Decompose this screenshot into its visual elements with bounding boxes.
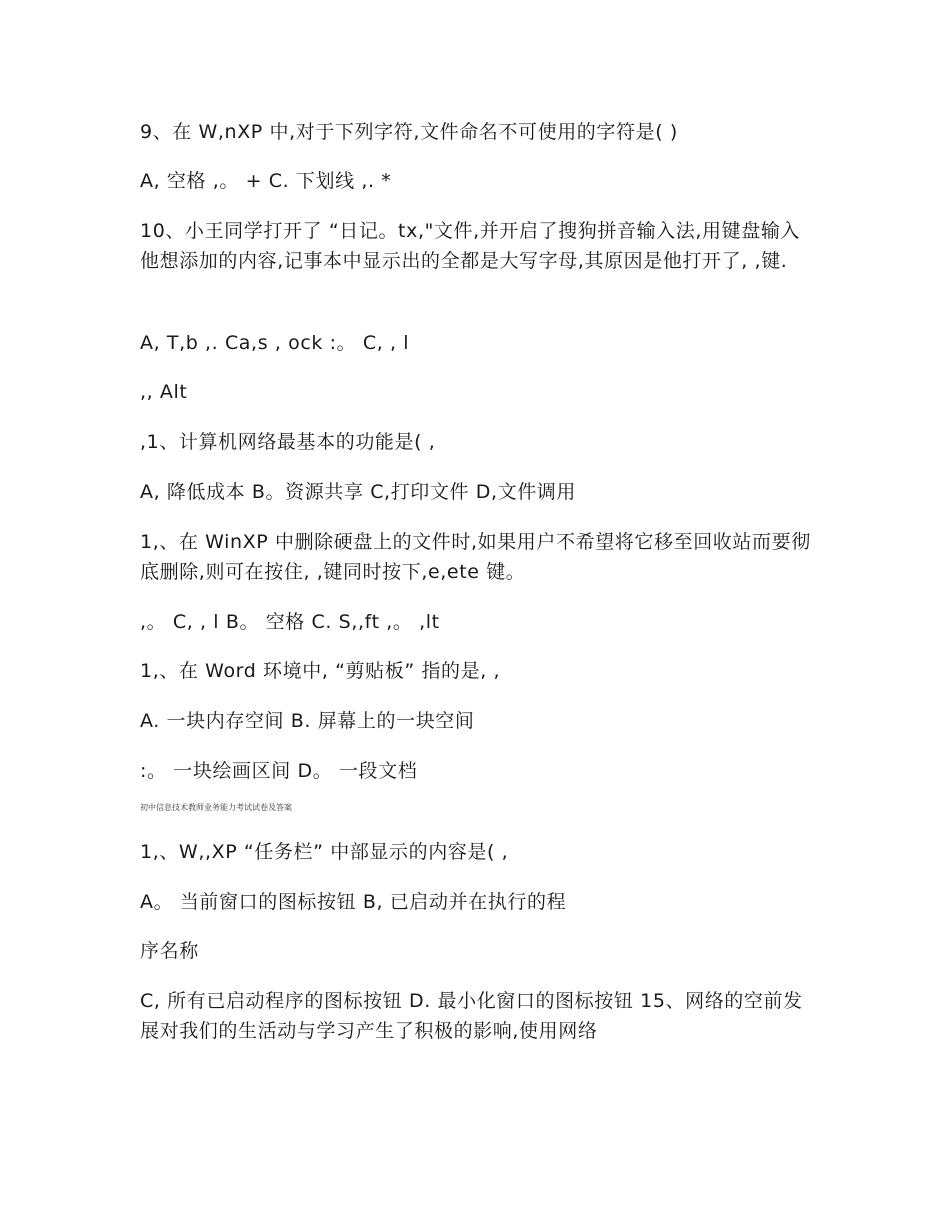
- question-13-options-cd: :。 一块绘画区间 D。 一段文档: [140, 760, 418, 782]
- question-12-options: ,。 C, , l B。 空格 C. S,,ft ,。 ,lt: [140, 611, 440, 633]
- question-11: ,1、计算机网络最基本的功能是( ,: [140, 431, 436, 453]
- question-13-options-ab: A. 一块内存空间 B. 屏幕上的一块空间: [140, 710, 475, 732]
- question-12: 1,、在 WinXP 中删除硬盘上的文件时,如果用户不希望将它移至回收站而要彻底删除,则可在按住, ,键同时按下,e,ete 键。: [140, 531, 811, 583]
- question-14-options-cd: C, 所有已启动程序的图标按钮 D. 最小化窗口的图标按钮 15、网络的空前发展对我们的生活动与学习产生了积极的影响,使用网络: [140, 990, 803, 1042]
- question-10: 10、小王同学打开了 “日记。tx,"文件,并开启了搜狗拼音输入法,用键盘输入他想添加的内容,记事本中显示出的全都是大写字母,其原因是他打开了, ,键.: [140, 220, 801, 272]
- question-10-option-alt: ,, Alt: [140, 381, 188, 403]
- question-11-options: A, 降低成本 B。资源共享 C,打印文件 D,文件调用: [140, 481, 577, 503]
- question-14: 1,、W,,XP “任务栏” 中部显示的内容是( ,: [140, 841, 509, 863]
- running-footer: 初中信息技术教师业务能力考试试卷及答案: [140, 803, 292, 812]
- question-9: 9、在 W,nXP 中,对于下列字符,文件命名不可使用的字符是( ): [140, 121, 678, 143]
- question-10-options: A, T,b ,. Ca,s , ock :。 C, , l: [140, 332, 410, 354]
- question-14-options-cont: 序名称: [140, 940, 199, 962]
- question-13: 1,、在 Word 环境中, “剪贴板” 指的是, ,: [140, 660, 501, 682]
- question-9-options: A, 空格 ,。 + C. 下划线 ,. *: [140, 170, 392, 192]
- question-14-options-ab: A。 当前窗口的图标按钮 B, 已启动并在执行的程: [140, 891, 567, 913]
